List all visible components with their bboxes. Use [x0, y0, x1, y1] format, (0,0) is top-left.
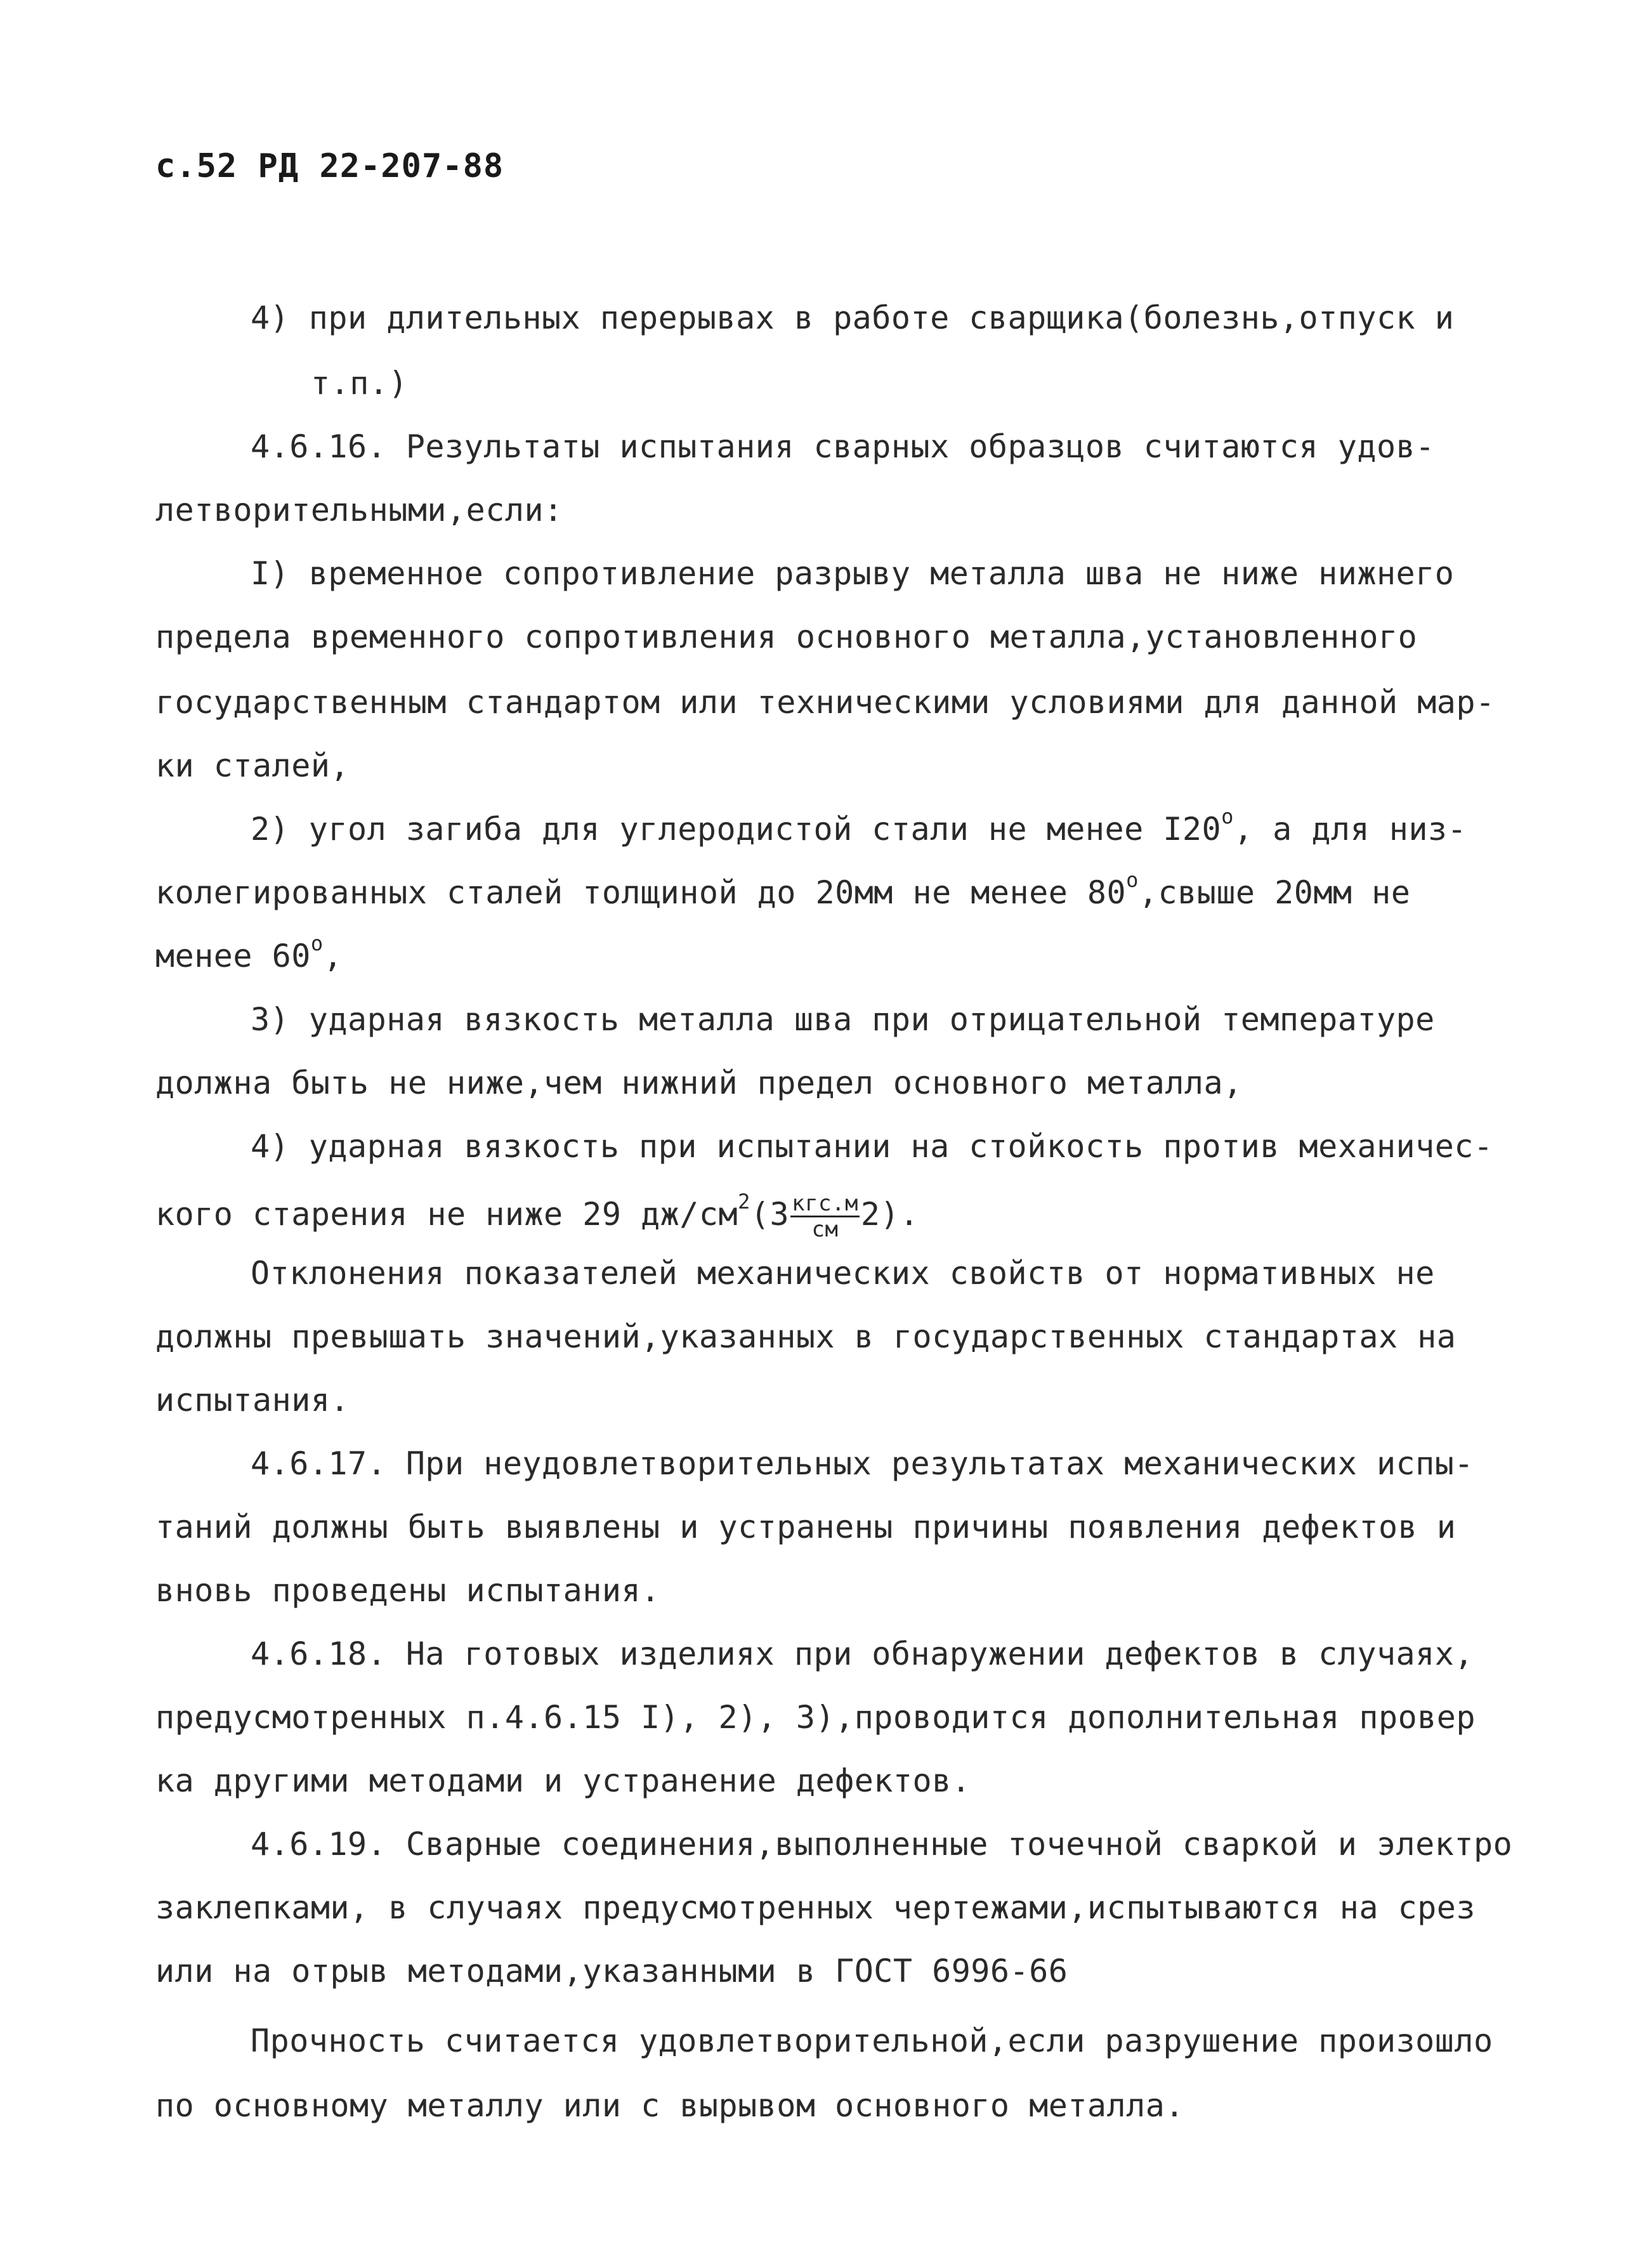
text-line: 4.6.18. На готовых изделиях при обнаружении дефектов в случаях, — [251, 1635, 1474, 1672]
degree-sign: o — [1126, 868, 1139, 892]
text-segment: , — [323, 938, 343, 974]
text-line: 4.6.16. Результаты испытания сварных образцов считаются удов- — [251, 428, 1435, 465]
fraction-numerator: кгс.м — [792, 1191, 858, 1216]
text-line: Отклонения показателей механических свойств от нормативных не — [251, 1255, 1435, 1292]
text-line: государственным стандартом или техническими условиями для данной мар- — [155, 684, 1495, 721]
text-segment: колегированных сталей толщиной до 20мм не менее 80 — [155, 874, 1127, 911]
degree-sign: o — [1221, 804, 1234, 829]
text-line: должны превышать значений,указанных в государственных стандартах на — [155, 1318, 1457, 1355]
superscript-two: 2 — [738, 1190, 750, 1214]
fraction-denominator: см — [811, 1217, 839, 1242]
text-line: таний должны быть выявлены и устранены причины появления дефектов и — [155, 1509, 1457, 1545]
text-line — [155, 1191, 919, 1242]
text-line: предусмотренных п.4.6.15 I), 2), 3),проводится дополнительная провер — [155, 1699, 1476, 1736]
text-segment: 2). — [860, 1196, 919, 1233]
text-line: испытания. — [155, 1382, 350, 1419]
unit-fraction — [790, 1191, 860, 1242]
text-segment: ,свыше 20мм не — [1138, 874, 1411, 911]
text-segment: кого старения не ниже 29 дж/см — [155, 1196, 738, 1233]
text-line: 4) ударная вязкость при испытании на стойкость против механичес- — [251, 1128, 1493, 1165]
text-line: т.п.) — [311, 365, 409, 402]
text-line: должна быть не ниже,чем нижний предел основного металла, — [155, 1065, 1243, 1101]
text-segment: (3 — [750, 1196, 790, 1233]
text-line — [251, 804, 1467, 848]
text-line — [155, 931, 343, 974]
text-line: заклепками, в случаях предусмотренных чертежами,испытываются на срез — [155, 1889, 1476, 1926]
text-line: ка другими методами и устранение дефектов. — [155, 1762, 971, 1799]
page-header: с.52 РД 22-207-88 — [155, 147, 504, 185]
text-line: летворительными,если: — [155, 492, 563, 528]
text-line: или на отрыв методами,указанными в ГОСТ 6996-66 — [155, 1953, 1068, 1989]
text-line: I) временное сопротивление разрыву металла шва не ниже нижнего — [251, 555, 1455, 592]
text-line: 4) при длительных перерывах в работе сварщика(болезнь,отпуск и — [251, 299, 1455, 336]
text-line: Прочность считается удовлетворительной,если разрушение произошло — [251, 2022, 1493, 2059]
text-line: по основному металлу или с вырывом основного металла. — [155, 2087, 1184, 2124]
text-line: 4.6.19. Сварные соединения,выполненные точечной сваркой и электро — [251, 1826, 1513, 1863]
text-line: вновь проведены испытания. — [155, 1572, 660, 1609]
text-segment: , а для низ- — [1233, 811, 1467, 848]
text-line: 4.6.17. При неудовлетворительных результатах механических испы- — [251, 1445, 1474, 1482]
text-line: ки сталей, — [155, 747, 350, 784]
text-line: предела временного сопротивления основного металла,установленного — [155, 619, 1418, 655]
degree-sign: o — [310, 931, 324, 955]
text-line — [155, 868, 1411, 911]
text-segment: 2) угол загиба для углеродистой стали не менее I20 — [251, 811, 1222, 848]
text-segment: менее 60 — [155, 938, 311, 974]
text-line: 3) ударная вязкость металла шва при отрицательной температуре — [251, 1001, 1435, 1038]
